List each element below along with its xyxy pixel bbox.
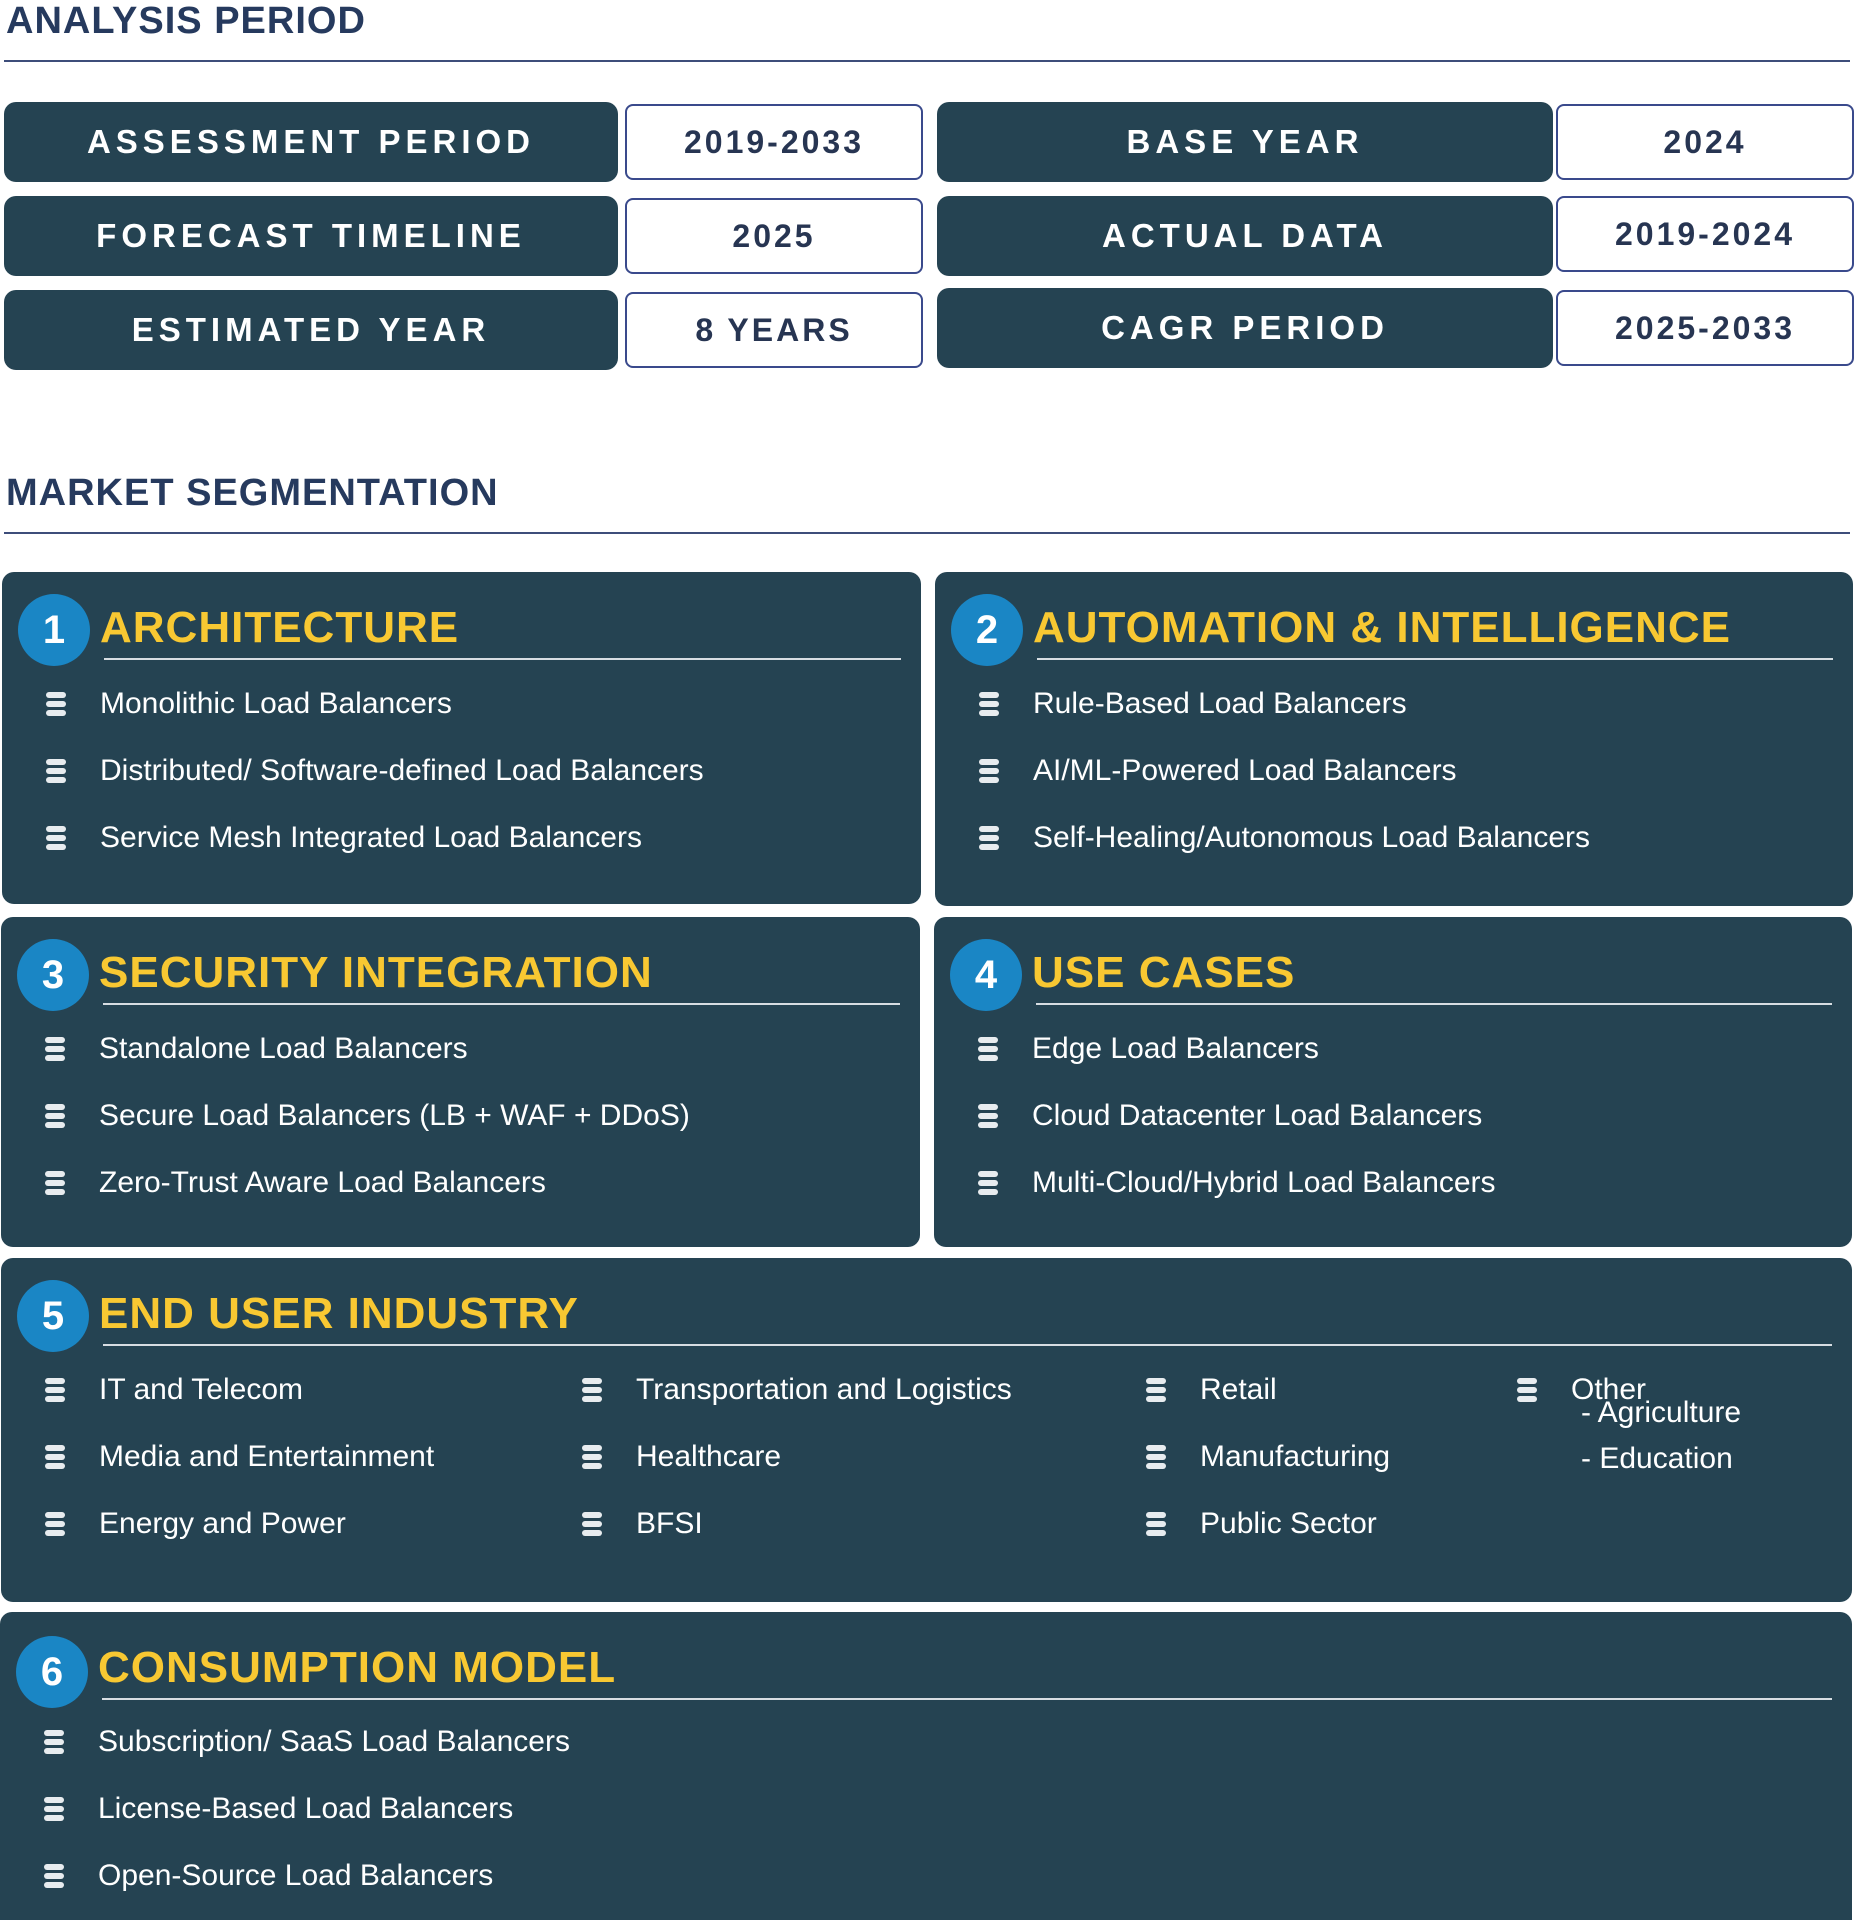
database-icon [582, 1378, 602, 1402]
list-item: Multi-Cloud/Hybrid Load Balancers [934, 1163, 1496, 1203]
estimated-year-label: ESTIMATED YEAR [4, 290, 618, 370]
database-icon [44, 1864, 64, 1888]
base-year-label: BASE YEAR [937, 102, 1553, 182]
database-icon [45, 1378, 65, 1402]
list-item: BFSI [538, 1504, 703, 1544]
database-icon [1146, 1512, 1166, 1536]
database-icon [1146, 1445, 1166, 1469]
panel-title: USE CASES [1032, 948, 1296, 997]
database-icon [46, 826, 66, 850]
database-icon [45, 1445, 65, 1469]
list-item: Rule-Based Load Balancers [935, 684, 1407, 724]
database-icon [979, 759, 999, 783]
panel-end-user-industry [1, 1258, 1852, 1602]
list-item: License-Based Load Balancers [0, 1789, 513, 1829]
panel-use-cases [934, 917, 1852, 1247]
panel-automation-intelligence [935, 572, 1853, 906]
list-item: Transportation and Logistics [538, 1370, 1012, 1410]
panel-number-badge: 3 [17, 939, 89, 1011]
database-icon [45, 1104, 65, 1128]
list-item: Zero-Trust Aware Load Balancers [1, 1163, 546, 1203]
panel-security-integration [1, 917, 920, 1247]
panel-architecture [2, 572, 921, 904]
base-year-value: 2024 [1556, 104, 1854, 180]
forecast-timeline-value: 2025 [625, 198, 923, 274]
panel-title: END USER INDUSTRY [99, 1289, 579, 1338]
list-item: Energy and Power [1, 1504, 346, 1544]
segmentation-divider [4, 532, 1850, 534]
panel-title: ARCHITECTURE [100, 603, 460, 652]
list-item: Standalone Load Balancers [1, 1029, 468, 1069]
database-icon [46, 759, 66, 783]
database-icon [1146, 1378, 1166, 1402]
list-item: Cloud Datacenter Load Balancers [934, 1096, 1482, 1136]
panel-number-badge: 4 [950, 939, 1022, 1011]
database-icon [978, 1104, 998, 1128]
list-item: Distributed/ Software-defined Load Balancers [2, 751, 704, 791]
cagr-period-label: CAGR PERIOD [937, 288, 1553, 368]
assessment-period-label: ASSESSMENT PERIOD [4, 102, 618, 182]
analysis-period-title: ANALYSIS PERIOD [6, 0, 366, 42]
actual-data-label: ACTUAL DATA [937, 196, 1553, 276]
list-item: Media and Entertainment [1, 1437, 434, 1477]
panel-consumption-model [0, 1612, 1852, 1920]
database-icon [44, 1730, 64, 1754]
panel-number-badge: 2 [951, 594, 1023, 666]
database-icon [979, 826, 999, 850]
list-item: Other [1473, 1370, 1646, 1410]
sub-item: - Agriculture [1581, 1396, 1742, 1429]
panel-title-underline [1037, 658, 1833, 660]
list-item: Monolithic Load Balancers [2, 684, 452, 724]
panel-number-badge: 6 [16, 1636, 88, 1708]
database-icon [45, 1037, 65, 1061]
cagr-period-value: 2025-2033 [1556, 290, 1854, 366]
panel-title: SECURITY INTEGRATION [99, 948, 653, 997]
database-icon [44, 1797, 64, 1821]
database-icon [979, 692, 999, 716]
database-icon [978, 1037, 998, 1061]
panel-title-underline [102, 1698, 1832, 1700]
database-icon [978, 1171, 998, 1195]
assessment-period-value: 2019-2033 [625, 104, 923, 180]
list-item: Open-Source Load Balancers [0, 1856, 493, 1896]
database-icon [46, 692, 66, 716]
panel-title-underline [104, 658, 901, 660]
database-icon [45, 1171, 65, 1195]
panel-title: CONSUMPTION MODEL [98, 1643, 617, 1692]
analysis-divider [4, 60, 1850, 62]
panel-title-underline [103, 1003, 900, 1005]
market-segmentation-title: MARKET SEGMENTATION [6, 472, 499, 514]
panel-title-underline [103, 1344, 1832, 1346]
list-item: Edge Load Balancers [934, 1029, 1319, 1069]
list-item: Self-Healing/Autonomous Load Balancers [935, 818, 1590, 858]
list-item: IT and Telecom [1, 1370, 303, 1410]
list-item: Service Mesh Integrated Load Balancers [2, 818, 642, 858]
panel-number-badge: 5 [17, 1280, 89, 1352]
list-item: AI/ML-Powered Load Balancers [935, 751, 1457, 791]
panel-number-badge: 1 [18, 594, 90, 666]
forecast-timeline-label: FORECAST TIMELINE [4, 196, 618, 276]
database-icon [45, 1512, 65, 1536]
database-icon [1517, 1378, 1537, 1402]
list-item: Secure Load Balancers (LB + WAF + DDoS) [1, 1096, 690, 1136]
list-item: Healthcare [538, 1437, 781, 1477]
list-item: Public Sector [1102, 1504, 1377, 1544]
list-item: Retail [1102, 1370, 1277, 1410]
actual-data-value: 2019-2024 [1556, 196, 1854, 272]
panel-title: AUTOMATION & INTELLIGENCE [1033, 603, 1732, 652]
estimated-year-value: 8 YEARS [625, 292, 923, 368]
list-item: Manufacturing [1102, 1437, 1390, 1477]
panel-title-underline [1036, 1003, 1832, 1005]
database-icon [582, 1445, 602, 1469]
database-icon [582, 1512, 602, 1536]
sub-item: - Education [1581, 1442, 1733, 1475]
list-item: Subscription/ SaaS Load Balancers [0, 1722, 570, 1762]
